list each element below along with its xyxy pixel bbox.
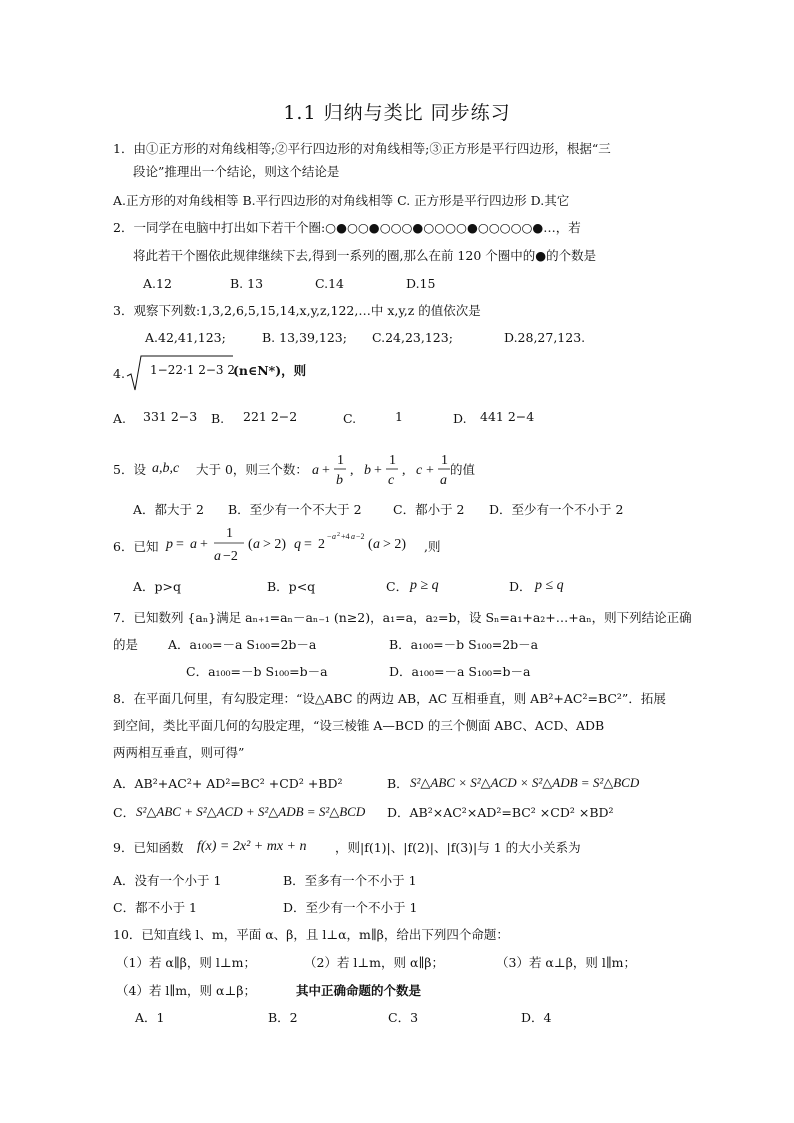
- question-1-line-1: 1．由①正方形的对角线相等;②平行四边形的对角线相等;③正方形是平行四边形，根据“三: [113, 141, 611, 156]
- question-8-option-b-math: S²△ABC × S²△ACD × S²△ADB = S²△BCD: [410, 775, 640, 790]
- svg-text:> 2): > 2): [263, 537, 287, 552]
- svg-text:a: a: [440, 473, 447, 488]
- question-8-line-1: 8．在平面几何里，有勾股定理：“设△ABC 的两边 AB，AC 互相垂直，则 AB²+AC²=BC²”．拓展: [113, 691, 666, 706]
- svg-text:−: −: [327, 532, 332, 541]
- question-9-suffix: ，则|f(1)|、|f(2)|、|f(3)|与 1 的大小关系为: [335, 840, 581, 855]
- question-8-option-c: C．: [113, 805, 136, 820]
- question-8-option-b: B．: [387, 776, 409, 791]
- question-10-statement-4: （4）若 l∥m，则 α⊥β；: [116, 983, 256, 998]
- question-3-option-a: A.42,41,123;: [145, 330, 226, 345]
- question-1-options: A.正方形的对角线相等 B.平行四边形的对角线相等 C. 正方形是平行四边形 D.其它: [113, 193, 570, 208]
- question-5-option-d: D．至少有一个不小于 2: [489, 502, 624, 517]
- question-8-option-a: A．AB²+AC²+ AD²=BC² +CD² +BD²: [113, 776, 343, 791]
- question-4-option-a-expression: 331 2−3: [143, 409, 198, 424]
- question-5-option-a: A．都大于 2: [133, 502, 204, 517]
- question-3-line-1: 3．观察下列数:1,3,2,6,5,15,14,x,y,z,122,…中 x,y,z 的值依次是: [113, 303, 481, 318]
- question-2-option-a: A.12: [143, 276, 172, 291]
- question-7-line-2: 的是: [113, 637, 139, 652]
- question-8-line-3: 两两相互垂直，则可得”: [113, 745, 245, 760]
- svg-text:=: =: [176, 537, 184, 552]
- question-6-option-d-math: p ≤ q: [535, 578, 564, 593]
- svg-text:1: 1: [226, 526, 233, 541]
- question-4-option-c: C.: [343, 411, 357, 426]
- svg-text:(: (: [248, 537, 253, 552]
- svg-text:c: c: [388, 473, 395, 488]
- question-7-option-b: B．a₁₀₀=－b S₁₀₀=2b－a: [389, 637, 539, 652]
- svg-text:a: a: [351, 532, 355, 541]
- svg-text:b: b: [336, 473, 343, 488]
- question-4-option-a: A.: [113, 411, 127, 426]
- svg-text:=: =: [304, 537, 312, 552]
- svg-text:,: ,: [350, 463, 354, 478]
- question-4-option-b: B.: [211, 411, 225, 426]
- question-10-statement-2: （2）若 l⊥m，则 α∥β；: [304, 955, 444, 970]
- svg-text:b: b: [364, 463, 371, 478]
- question-2-line-1: 2．一同学在电脑中打出如下若干个圈:○●○○●○○○●○○○○●○○○○○●…，若: [113, 220, 581, 235]
- question-9-option-c: C．都不小于 1: [113, 900, 197, 915]
- question-10-option-a: A．1: [135, 1010, 165, 1025]
- svg-text:,: ,: [402, 463, 406, 478]
- svg-text:c: c: [416, 463, 423, 478]
- question-3-option-c: C.24,23,123;: [372, 330, 453, 345]
- question-4-option-b-expression: 221 2−2: [243, 409, 298, 424]
- question-9-option-a: A．没有一个小于 1: [113, 873, 222, 888]
- question-6-prefix: 6．已知: [113, 539, 159, 554]
- question-8-option-d: D．AB²×AC²×AD²=BC² ×CD² ×BD²: [387, 805, 614, 820]
- question-7-line-1: 7．已知数列 {aₙ}满足 aₙ₊₁=aₙ－aₙ₋₁ (n≥2)，a₁=a，a₂=b，设 Sₙ=a₁+a₂+…+aₙ，则下列结论正确: [113, 610, 692, 625]
- svg-text:a: a: [214, 549, 221, 564]
- svg-text:2: 2: [318, 537, 325, 552]
- svg-text:+: +: [426, 463, 434, 478]
- question-2-option-b: B. 13: [230, 276, 264, 291]
- svg-text:1: 1: [337, 453, 344, 468]
- svg-text:−2: −2: [356, 532, 365, 541]
- question-5-option-b: B．至少有一个不大于 2: [228, 502, 362, 517]
- question-10-statement-3: （3）若 α⊥β，则 l∥m；: [496, 955, 636, 970]
- question-6-formula: [164, 525, 428, 569]
- svg-text:a: a: [253, 537, 260, 552]
- question-7-option-d: D．a₁₀₀=－a S₁₀₀=b－a: [389, 664, 531, 679]
- question-5-suffix: 的值: [450, 462, 476, 477]
- question-9-option-b: B．至多有一个不小于 1: [283, 873, 417, 888]
- svg-text:1: 1: [389, 453, 396, 468]
- question-10-option-d: D．4: [521, 1010, 552, 1025]
- question-5-variables: a,b,c: [152, 461, 180, 476]
- question-9-function: f(x) = 2x² + mx + n: [197, 839, 307, 854]
- question-6-option-c: C．: [386, 579, 409, 594]
- question-5-text: 大于 0，则三个数：: [196, 462, 308, 477]
- svg-text:q: q: [294, 537, 301, 552]
- question-10-line-1: 10．已知直线 l、m，平面 α、β，且 l⊥α，m∥β，给出下列四个命题：: [113, 927, 509, 942]
- question-5-option-c: C．都小于 2: [393, 502, 465, 517]
- svg-text:a: a: [332, 532, 336, 541]
- svg-text:(: (: [368, 537, 373, 552]
- svg-text:+: +: [322, 463, 330, 478]
- question-10-option-b: B．2: [268, 1010, 298, 1025]
- question-4-number: 4.: [113, 366, 125, 381]
- question-5-fractions: [310, 452, 470, 490]
- question-4-option-c-expression: 1: [395, 409, 403, 424]
- question-6-option-a: A．p>q: [133, 579, 182, 594]
- page-title: 1.1 归纳与类比 同步练习: [283, 102, 511, 124]
- svg-text:+4: +4: [341, 532, 350, 541]
- question-10-prompt: 其中正确命题的个数是: [296, 983, 422, 998]
- question-4-expression: 1−22·1 2−3 2: [150, 363, 235, 377]
- svg-text:p: p: [166, 537, 173, 552]
- question-10-option-c: C．3: [388, 1010, 419, 1025]
- question-6-option-b: B．p<q: [267, 579, 316, 594]
- question-3-option-b: B. 13,39,123;: [262, 330, 347, 345]
- question-3-option-d: D.28,27,123.: [504, 330, 586, 345]
- question-2-option-c: C.14: [315, 276, 344, 291]
- question-10-statement-1: （1）若 α∥β，则 l⊥m；: [116, 955, 256, 970]
- svg-text:−2: −2: [223, 549, 238, 564]
- svg-text:2: 2: [337, 532, 340, 538]
- question-7-option-c: C．a₁₀₀=－b S₁₀₀=b－a: [186, 664, 328, 679]
- question-5-prefix: 5．设: [113, 462, 146, 477]
- question-2-line-2: 将此若干个圈依此规律继续下去,得到一系列的圈,那么在前 120 个圈中的●的个数是: [133, 248, 597, 263]
- question-7-option-a: A．a₁₀₀=－a S₁₀₀=2b－a: [168, 637, 317, 652]
- question-9-prefix: 9．已知函数: [113, 840, 184, 855]
- svg-text:> 2): > 2): [383, 537, 407, 552]
- svg-text:1: 1: [441, 453, 448, 468]
- svg-text:a: a: [312, 463, 319, 478]
- svg-text:+: +: [200, 537, 208, 552]
- svg-text:a: a: [373, 537, 380, 552]
- question-4-option-d: D.: [453, 411, 467, 426]
- question-4-condition: (n∈N*)，则: [233, 363, 307, 378]
- question-8-option-c-math: S²△ABC + S²△ACD + S²△ADB = S²△BCD: [136, 804, 366, 819]
- question-9-option-d: D．至少有一个不小于 1: [283, 900, 418, 915]
- question-1-line-2: 段论”推理出一个结论，则这个结论是: [133, 164, 340, 179]
- question-8-line-2: 到空间，类比平面几何的勾股定理，“设三棱锥 A—BCD 的三个侧面 ABC、ACD、ADB: [113, 718, 605, 733]
- question-6-option-d: D．: [509, 579, 532, 594]
- question-4-option-d-expression: 441 2−4: [480, 409, 535, 424]
- question-2-option-d: D.15: [406, 276, 436, 291]
- question-6-suffix: ,则: [424, 539, 441, 554]
- question-6-option-c-math: p ≥ q: [410, 578, 439, 593]
- svg-text:+: +: [374, 463, 382, 478]
- svg-text:a: a: [190, 537, 197, 552]
